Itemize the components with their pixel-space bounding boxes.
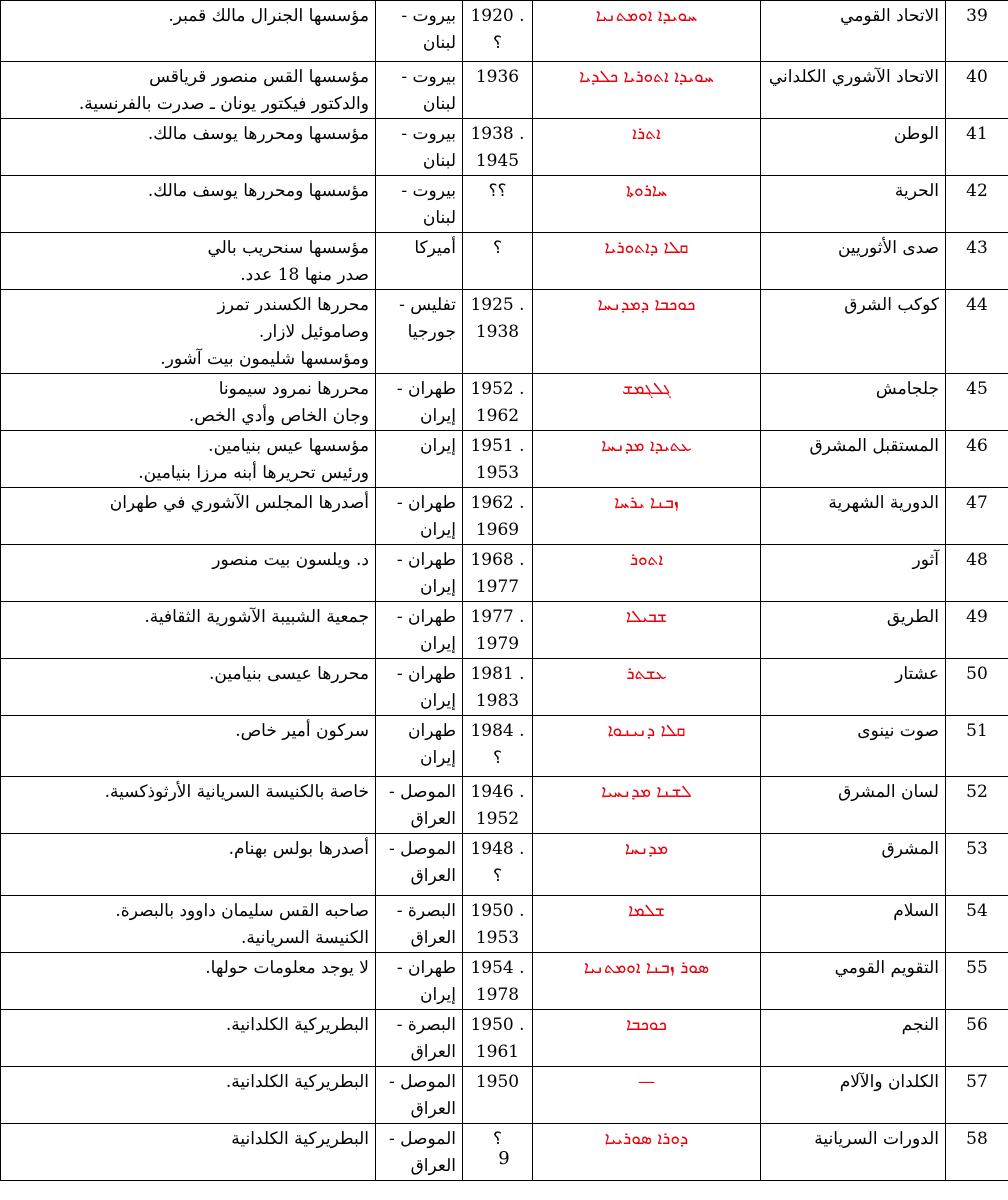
publication-years (463, 659, 533, 716)
syriac-title (533, 953, 761, 1010)
periodical-name (761, 488, 946, 545)
periodical-name (761, 374, 946, 431)
syriac-title-line: ܚܘܝܕܐ ܐܬܘܪܝܐ ܟܠܕܝܐ (579, 67, 714, 87)
notes (1, 119, 376, 176)
notes (1, 290, 376, 374)
notes-line: والدكتور فيكتور يونان ـ صدرت بالفرنسية. (78, 94, 369, 114)
row-number (946, 1067, 1008, 1124)
row-number (946, 545, 1008, 602)
syriac-title-line: ܕܘܪܐ ܣܘܪܝܝܐ (604, 1129, 689, 1149)
periodical-name (761, 1, 946, 62)
row-number-line: 58 (966, 1129, 988, 1149)
publication-years-line: ؟ (492, 866, 503, 886)
row-number (946, 290, 1008, 374)
publication-place-line: طهران - (396, 958, 456, 978)
row-number (946, 716, 1008, 777)
notes (1, 1, 376, 62)
periodical-name-line: المستقبل المشرق (809, 436, 939, 456)
notes (1, 659, 376, 716)
syriac-title-line: ܟܘܟܒܐ ܕܡܕܢܚܐ (597, 295, 696, 315)
syriac-title (533, 374, 761, 431)
publication-years (463, 1067, 533, 1124)
periodical-name (761, 431, 946, 488)
row-number-line: 41 (966, 124, 988, 144)
publication-years-line: 1920 . (470, 6, 525, 26)
publication-years-line: 1981 . (470, 664, 525, 684)
periodical-name (761, 1010, 946, 1067)
publication-years-line: 1946 . (470, 782, 525, 802)
publication-place-line: الموصل - (389, 1072, 456, 1092)
row-number-line: 56 (966, 1015, 988, 1035)
publication-years-line: 1969 (475, 520, 520, 540)
publication-place-line: إيران (419, 691, 456, 711)
publication-place-line: بيروت - (401, 6, 456, 26)
syriac-title (533, 1010, 761, 1067)
publication-place-line: بيروت - (401, 67, 456, 87)
publication-place-line: طهران - (396, 607, 456, 627)
publication-years-line: 1951 . (470, 436, 525, 456)
publication-place-line: أميركا (414, 238, 456, 258)
notes (1, 834, 376, 896)
notes-line: مؤسسها الجنرال مالك قمبر. (168, 6, 369, 26)
publication-years-line: ؟ (492, 1129, 503, 1149)
row-number-line: 50 (966, 664, 988, 684)
notes-line: محررها الكسندر تمرز (217, 295, 369, 315)
publication-years (463, 545, 533, 602)
row-number-line: 44 (966, 295, 988, 315)
periodical-name-line: الدورات السريانية (814, 1129, 939, 1149)
syriac-title-line: ܠܫܢܐ ܡܕܢܚܝܐ (601, 782, 692, 802)
publication-place (376, 777, 463, 834)
notes-line: البطريركية الكلدانية. (225, 1015, 369, 1035)
publication-years-line: ؟؟ (488, 181, 507, 201)
periodical-name-line: عشتار (895, 664, 939, 684)
notes-line: صاحبه القس سليمان داوود بالبصرة. (115, 901, 369, 921)
periodical-name-line: المشرق (881, 839, 939, 859)
notes-line: صدر منها 18 عدد. (240, 265, 369, 285)
syriac-title-line: ܫܠܡܐ (628, 901, 665, 921)
publication-place (376, 488, 463, 545)
publication-place-line: بيروت - (401, 181, 456, 201)
syriac-title-line: ܥܬܝܕܐ ܡܕܢܚܐ (601, 436, 692, 456)
notes-line: أصدرها المجلس الآشوري في طهران (109, 493, 369, 513)
table-row (1, 233, 1008, 290)
publication-place (376, 1, 463, 62)
publication-place (376, 233, 463, 290)
notes (1, 896, 376, 953)
row-number (946, 602, 1008, 659)
periodical-name-line: صوت نينوى (857, 721, 939, 741)
syriac-title (533, 233, 761, 290)
notes (1, 62, 376, 119)
publication-years-line: 1938 . (470, 124, 525, 144)
notes-line: سركون أمير خاص. (235, 721, 369, 741)
row-number (946, 777, 1008, 834)
publication-place (376, 716, 463, 777)
periodical-name (761, 896, 946, 953)
publication-years-line: 1983 (475, 691, 520, 711)
periodical-name-line: الحرية (894, 181, 939, 201)
row-number-line: 39 (966, 6, 988, 26)
notes-line: لا يوجد معلومات حولها. (205, 958, 369, 978)
syriac-title (533, 62, 761, 119)
publication-place (376, 545, 463, 602)
periodical-name-line: لسان المشرق (838, 782, 939, 802)
notes-line: جمعية الشبيبة الآشورية الثقافية. (144, 607, 369, 627)
row-number-line: 47 (966, 493, 988, 513)
periodical-name (761, 1067, 946, 1124)
row-number (946, 233, 1008, 290)
row-number (946, 176, 1008, 233)
periodical-name (761, 777, 946, 834)
publication-years-line: 1962 . (470, 493, 525, 513)
notes-line: محررها نمرود سيمونا (218, 379, 369, 399)
publication-place-line: البصرة - (396, 901, 456, 921)
periodical-name (761, 716, 946, 777)
notes-line: مؤسسها ومحررها يوسف مالك. (147, 181, 369, 201)
publication-place-line: لبنان (422, 33, 456, 53)
publication-years-line: ؟ (492, 33, 503, 53)
publication-place-line: العراق (410, 809, 456, 829)
publication-place-line: طهران - (396, 664, 456, 684)
periodical-name (761, 233, 946, 290)
table-body (1, 1, 1008, 1181)
publication-years-line: ؟ (492, 238, 503, 258)
notes (1, 374, 376, 431)
table-row (1, 953, 1008, 1010)
notes-line: البطريركية الكلدانية (231, 1129, 369, 1149)
publication-place (376, 62, 463, 119)
syriac-title-line: ܚܐܪܘܬܐ (625, 181, 668, 201)
publication-place (376, 896, 463, 953)
syriac-title (533, 716, 761, 777)
notes-line: البطريركية الكلدانية. (225, 1072, 369, 1092)
syriac-title (533, 1067, 761, 1124)
notes (1, 1010, 376, 1067)
publication-years-line: 1978 (475, 985, 520, 1005)
periodical-name-line: السلام (893, 901, 939, 921)
publication-years-line: 1977 . (470, 607, 525, 627)
row-number (946, 953, 1008, 1010)
periodical-name (761, 62, 946, 119)
syriac-title-line: ܫܒܝܠܐ (625, 607, 667, 627)
publication-years-line: 1961 (475, 1042, 520, 1062)
publication-years-line: 1977 (475, 577, 520, 597)
table-row (1, 716, 1008, 777)
publication-place (376, 374, 463, 431)
publication-years (463, 602, 533, 659)
notes-line: الكنيسة السريانية. (241, 928, 369, 948)
publication-place-line: إيران (419, 577, 456, 597)
syriac-title-line: — (638, 1072, 655, 1092)
row-number (946, 896, 1008, 953)
table-row (1, 1010, 1008, 1067)
syriac-title-line: ܙܒܢܐ ܝܪܚܐ (614, 493, 679, 513)
row-number (946, 1010, 1008, 1067)
notes (1, 716, 376, 777)
row-number (946, 374, 1008, 431)
publication-years-line: 1950 . (470, 1015, 525, 1035)
table-row (1, 290, 1008, 374)
publication-years (463, 119, 533, 176)
publication-years (463, 1010, 533, 1067)
table-row (1, 545, 1008, 602)
notes (1, 431, 376, 488)
periodical-name-line: كوكب الشرق (844, 295, 939, 315)
notes-line: أصدرها بولس بهنام. (228, 839, 369, 859)
publication-place-line: طهران - (396, 379, 456, 399)
publication-place-line: الموصل - (389, 1129, 456, 1149)
publication-place-line: العراق (410, 1156, 456, 1176)
table-row (1, 602, 1008, 659)
table-row (1, 176, 1008, 233)
publication-years (463, 488, 533, 545)
row-number-line: 43 (966, 238, 988, 258)
table-row (1, 777, 1008, 834)
notes-line: خاصة بالكنيسة السريانية الأرثوذكسية. (104, 782, 369, 802)
publication-place (376, 659, 463, 716)
publication-years-line: 1954 . (470, 958, 525, 978)
table-row (1, 1, 1008, 62)
publication-place-line: إيران (419, 748, 456, 768)
publication-place (376, 834, 463, 896)
syriac-title-line: ܩܠܐ ܕܢܝܢܘܐ (607, 721, 686, 741)
syriac-title-line: ܥܫܬܪ (626, 664, 667, 684)
periodical-name-line: الكلدان والآلام (839, 1072, 939, 1092)
row-number-line: 54 (966, 901, 988, 921)
row-number (946, 834, 1008, 896)
syriac-title (533, 119, 761, 176)
publication-years (463, 953, 533, 1010)
periodical-name (761, 176, 946, 233)
publication-years-line: 1953 (475, 928, 520, 948)
notes (1, 953, 376, 1010)
publication-years-line: 1945 (475, 151, 520, 171)
publication-place-line: تفليس - (399, 295, 456, 315)
row-number-line: 42 (966, 181, 988, 201)
row-number (946, 62, 1008, 119)
publication-place-line: إيران (419, 436, 456, 456)
periodical-name (761, 659, 946, 716)
notes-line: مؤسسها سنحريب بالي (207, 238, 369, 258)
publication-years-line: 1936 (475, 67, 520, 87)
publication-years-line: 1950 . (470, 901, 525, 921)
publication-years-line: 1950 (475, 1072, 520, 1092)
syriac-title (533, 777, 761, 834)
publication-years (463, 233, 533, 290)
publication-years (463, 431, 533, 488)
publication-years-line: ؟ (492, 748, 503, 768)
syriac-title (533, 545, 761, 602)
row-number (946, 488, 1008, 545)
row-number (946, 659, 1008, 716)
publication-place (376, 290, 463, 374)
publication-years (463, 777, 533, 834)
syriac-title-line: ܚܘܝܕܐ ܐܘܡܬܢܝܐ (595, 6, 698, 26)
publication-years (463, 716, 533, 777)
row-number-line: 51 (966, 721, 988, 741)
syriac-title (533, 896, 761, 953)
publication-years-line: 1984 . (470, 721, 525, 741)
periodical-name-line: صدى الأثوريين (837, 238, 939, 258)
row-number-line: 52 (966, 782, 988, 802)
syriac-title (533, 290, 761, 374)
publication-place-line: البصرة - (396, 1015, 456, 1035)
publication-years-line: 1925 . (470, 295, 525, 315)
page-number: 9 (498, 1148, 510, 1169)
syriac-title-line: ܐܬܪܐ (632, 124, 661, 144)
publication-years-line: 1962 (475, 406, 520, 426)
periodical-name-line: جلجامش (875, 379, 939, 399)
row-number-line: 45 (966, 379, 988, 399)
syriac-title (533, 602, 761, 659)
table-row (1, 431, 1008, 488)
publication-years-line: 1979 (475, 634, 520, 654)
row-number (946, 431, 1008, 488)
periodical-name-line: النجم (901, 1015, 939, 1035)
notes-line: وجان الخاص وأدي الخص. (188, 406, 369, 426)
periodical-name-line: الطريق (886, 607, 939, 627)
row-number (946, 119, 1008, 176)
table-row (1, 374, 1008, 431)
notes-line: مؤسسها القس منصور قرياقس (149, 67, 369, 87)
row-number-line: 48 (966, 550, 988, 570)
row-number-line: 40 (966, 67, 988, 87)
publication-years-line: 1938 (475, 322, 520, 342)
notes (1, 233, 376, 290)
row-number-line: 53 (966, 839, 988, 859)
publication-place-line: إيران (419, 985, 456, 1005)
publication-place-line: إيران (419, 520, 456, 540)
table-row (1, 834, 1008, 896)
notes-line: د. ويلسون بيت منصور (212, 550, 369, 570)
table-row (1, 62, 1008, 119)
publication-place-line: طهران (408, 721, 456, 741)
publication-place (376, 176, 463, 233)
publication-place-line: بيروت - (401, 124, 456, 144)
notes (1, 545, 376, 602)
notes-line: مؤسسها ومحررها يوسف مالك. (147, 124, 369, 144)
publication-place-line: طهران - (396, 550, 456, 570)
publication-place (376, 602, 463, 659)
publication-place (376, 1067, 463, 1124)
publication-place-line: العراق (410, 1099, 456, 1119)
syriac-title-line: ܩܠܐ ܕܐܬܘܪܝܐ (604, 238, 689, 258)
periodical-name-line: الوطن (893, 124, 939, 144)
publication-years (463, 834, 533, 896)
publication-years (463, 374, 533, 431)
publication-place-line: إيران (419, 406, 456, 426)
publication-place-line: لبنان (422, 94, 456, 114)
publication-place-line: العراق (410, 928, 456, 948)
periodical-name (761, 953, 946, 1010)
row-number (946, 1, 1008, 62)
publication-place (376, 431, 463, 488)
publication-place-line: الموصل - (389, 839, 456, 859)
notes (1, 1067, 376, 1124)
publication-years-line: 1953 (475, 463, 520, 483)
syriac-title (533, 488, 761, 545)
periodical-name (761, 602, 946, 659)
publication-place-line: العراق (410, 1042, 456, 1062)
syriac-title (533, 176, 761, 233)
syriac-title (533, 834, 761, 896)
notes-line: وصاموئيل لازار. (258, 322, 369, 342)
publication-place-line: لبنان (422, 208, 456, 228)
publication-place-line: الموصل - (389, 782, 456, 802)
publication-years-line: 1948 . (470, 839, 525, 859)
notes-line: محررها عيسى بنيامين. (209, 664, 369, 684)
table-row (1, 1067, 1008, 1124)
periodical-name (761, 545, 946, 602)
notes-line: مؤسسها عيس بنيامين. (208, 436, 369, 456)
publication-place-line: لبنان (422, 151, 456, 171)
publication-place-line: طهران - (396, 493, 456, 513)
periodical-name-line: الاتحاد الآشوري الكلداني (768, 67, 939, 87)
periodical-name-line: آثور (912, 550, 939, 570)
periodical-name (761, 834, 946, 896)
publication-years (463, 62, 533, 119)
publication-years-line: 1952 (475, 809, 520, 829)
row-number-line: 46 (966, 436, 988, 456)
periodical-name (761, 290, 946, 374)
notes (1, 777, 376, 834)
row-number-line: 57 (966, 1072, 988, 1092)
row-number-line: 49 (966, 607, 988, 627)
periodical-name-line: الاتحاد القومي (840, 6, 939, 26)
table-row (1, 488, 1008, 545)
publication-years (463, 896, 533, 953)
notes (1, 488, 376, 545)
publication-place-line: جورجيا (407, 322, 456, 342)
syriac-title (533, 659, 761, 716)
periodical-name-line: التقويم القومي (834, 958, 939, 978)
publication-place-line: العراق (410, 866, 456, 886)
syriac-title (533, 431, 761, 488)
table-row (1, 896, 1008, 953)
row-number-line: 55 (966, 958, 988, 978)
table-row (1, 659, 1008, 716)
periodical-name-line: الدورية الشهرية (828, 493, 939, 513)
syriac-title-line: ܟܘܟܒܐ (626, 1015, 667, 1035)
syriac-title-line: ܣܘܪ ܙܒܢܐ ܐܘܡܬܢܝܐ (583, 958, 710, 978)
publication-years-line: 1968 . (470, 550, 525, 570)
publication-years (463, 290, 533, 374)
notes-line: ومؤسسها شليمون بيت آشور. (160, 349, 369, 369)
notes (1, 602, 376, 659)
notes (1, 176, 376, 233)
syriac-title (533, 1, 761, 62)
syriac-title-line: ܓܠܓܡܫ (622, 379, 671, 399)
syriac-title-line: ܐܬܘܪ (629, 550, 664, 570)
publication-years-line: 1952 . (470, 379, 525, 399)
publication-place (376, 1010, 463, 1067)
syriac-title-line: ܡܕܢܚܐ (624, 839, 669, 859)
notes-line: ورئيس تحريرها أبنه مرزا بنيامين. (138, 463, 369, 483)
publication-place (376, 953, 463, 1010)
publication-place (376, 119, 463, 176)
publication-place-line: إيران (419, 634, 456, 654)
publication-years (463, 1, 533, 62)
table-row (1, 119, 1008, 176)
periodical-name (761, 119, 946, 176)
publication-years (463, 176, 533, 233)
